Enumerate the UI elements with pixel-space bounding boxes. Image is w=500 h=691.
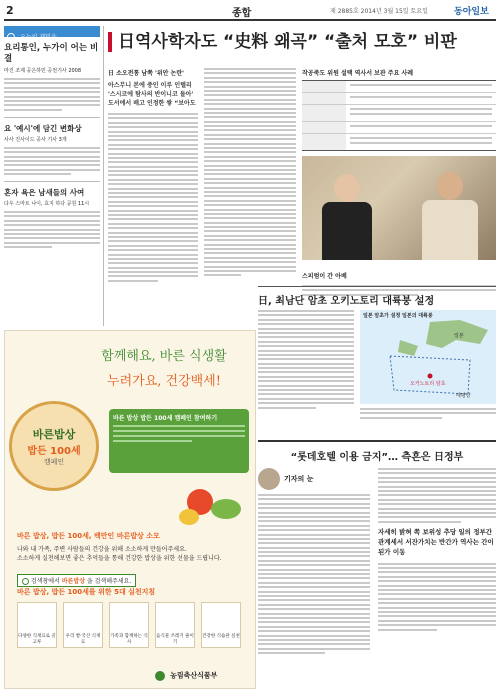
page-header (0, 0, 500, 22)
third-story-subhead: 자세히 밝혀 쪽 보위성 추당 일의 정부간 관계세서 서잔가치는 반간가 역사는 간이된가 이동 (378, 527, 494, 556)
column-divider (103, 26, 104, 326)
sidebar-item-title: 혼자 욕은 남새들의 사여 (4, 188, 85, 198)
paper-name: 동아일보 (454, 7, 489, 17)
ad-body (17, 531, 247, 587)
practice-item-label: 우리 쌀·국산 식재료 (65, 634, 101, 645)
page-number: 2 (6, 4, 14, 17)
practice-item-label: 건강한 식습관 실천 (202, 634, 240, 639)
practice-item (109, 602, 149, 648)
sidebar-item-byline: 다우 스마트 나이, 효지 하다 공원 11시 (4, 201, 90, 208)
sidebar-item-body (4, 78, 100, 111)
ad-orange-title: 바른 밥상, 밥든 100세, 백만인 바른밥상 소모 (17, 532, 160, 540)
practice-item (63, 602, 103, 648)
top-story-subhead: 日 소오전통 남쪽 '위안 논란' (108, 70, 184, 77)
ad-practice (17, 587, 247, 648)
sidebar-item[interactable] (4, 124, 100, 175)
sidebar-item-body (4, 147, 100, 175)
third-story-column (378, 468, 496, 633)
sidebar (4, 26, 100, 326)
practice-item-label: 가족과 함께하는 식사 (110, 634, 148, 645)
practice-item (155, 602, 195, 648)
person-figure (422, 172, 478, 260)
practice-item-label: 다양한 식재료로 골고루 (18, 634, 56, 645)
info-table-grid (302, 80, 496, 151)
search-icon (22, 578, 29, 585)
person-figure (322, 174, 372, 260)
sidebar-item[interactable] (4, 43, 100, 111)
ad-body-text: 나와 내 가족, 주변 사람들의 건강을 위해 소소하게 만들어주세요. (17, 546, 187, 553)
top-story-headline-wrap (108, 30, 496, 54)
third-story-headline: “롯데호텔 이용 금지”… 측흔은 日정부 (258, 440, 496, 463)
third-story-body (258, 494, 370, 654)
map-label: 태평양 (456, 393, 471, 399)
map-label: 일본 (454, 333, 464, 339)
sidebar-item-body (4, 211, 100, 248)
top-story-column (204, 68, 296, 318)
sidebar-item-title: 요리통인, 누가이 어는 비결 (4, 43, 99, 64)
japan-landmass (360, 310, 496, 404)
practice-item-label: 음식물 쓰레기 줄이기 (156, 634, 194, 645)
headline-marker (108, 32, 112, 52)
ad-search-box[interactable] (17, 574, 136, 587)
ad-vegetables (177, 481, 253, 531)
ad-headline-line: 함께해요, 바른 식생활 (101, 349, 227, 364)
rice-bowl-illustration (9, 401, 101, 511)
sidebar-item-byline: 사사 진사이드 공사 기사 3개 (4, 136, 67, 143)
story-rule (258, 286, 496, 287)
columnist-label: 기자의 눈 (284, 475, 314, 483)
ministry-logo-icon (155, 671, 165, 681)
ad-search-label: 검색창에서 (30, 578, 60, 585)
ad-headline-line: 누려가요, 건강백세! (107, 374, 221, 389)
info-table-title: 작공죽도 위원 설택 역사서 보관 주요 사례 (302, 70, 414, 77)
bowl-text: 캠페인 (43, 457, 65, 466)
photo-caption: 스피럼이 간 아베 (302, 273, 347, 280)
map-title: 일본 암초가 설정 일본의 대륙붕 (363, 313, 433, 319)
ad-practice-title: 바른 밥상, 밥든 100세를 위한 5대 실천지침 (17, 588, 156, 596)
second-story-headline: 日, 최남단 암초 오키노토리 대륙붕 설정 (258, 296, 435, 307)
top-story-body (108, 113, 198, 282)
bowl-text: 밥든 100세 (27, 445, 81, 457)
ad-search-term: 바른밥상 (61, 578, 86, 585)
sidebar-item-title: 요 '예시'에 담긴 변화상 (4, 123, 82, 133)
info-table (302, 68, 496, 152)
sidebar-divider (4, 181, 100, 182)
second-story-body (360, 408, 496, 421)
top-story-body (204, 68, 296, 276)
sidebar-heading-bar (4, 26, 100, 41)
columnist-avatar (258, 468, 280, 490)
issue-info: 제 2885호 2014년 3월 15일 토요일 (330, 8, 428, 15)
sidebar-divider (4, 117, 100, 118)
bowl-text: 바른밥상 (32, 427, 76, 441)
top-story-column (108, 68, 198, 318)
second-story-body (258, 310, 354, 411)
ad-headline (75, 345, 253, 389)
sidebar-item[interactable] (4, 188, 100, 248)
ad-sponsor-name: 농림축산식품부 (170, 671, 218, 680)
sidebar-item-byline: 마진 조제 공은하민 공천기사 2008 (4, 68, 82, 74)
ad-search-suffix: 을 검색해주세요. (86, 578, 132, 585)
map (360, 310, 496, 404)
ad-body-text: 소소하게 실천해보면 좋은 추억들을 통해 건강한 밥상을 위한 선물을 드립니다. (17, 555, 222, 562)
map-label: 오키노토리 암초 (410, 381, 446, 387)
practice-item (17, 602, 57, 648)
ad-promo-box[interactable] (109, 409, 249, 473)
clock-icon (7, 33, 15, 41)
third-story (258, 440, 496, 688)
sidebar-heading: 오늘의 재밌은 (20, 34, 57, 41)
ad-banner (4, 330, 256, 689)
news-photo (302, 156, 496, 260)
columnist-box (258, 468, 370, 656)
top-story-headline: 日역사학자도 “史料 왜곡” “출처 모호” 비판 (118, 32, 457, 52)
ad-sponsor (155, 665, 217, 684)
top-story-subhead: 아스무니 본에 중인 이루 인텔리 '스시코에 탐사의 반이니코 돌아' 도서에서 배고 인정한 쌓 “보아도 (108, 82, 196, 107)
practice-item (201, 602, 241, 648)
section-name: 종합 (232, 8, 252, 19)
second-story (258, 286, 496, 426)
header-rule (4, 19, 496, 21)
ad-promo-title: 바른 밥상 밥든 100세 캠페인 참여하기 (113, 415, 218, 422)
